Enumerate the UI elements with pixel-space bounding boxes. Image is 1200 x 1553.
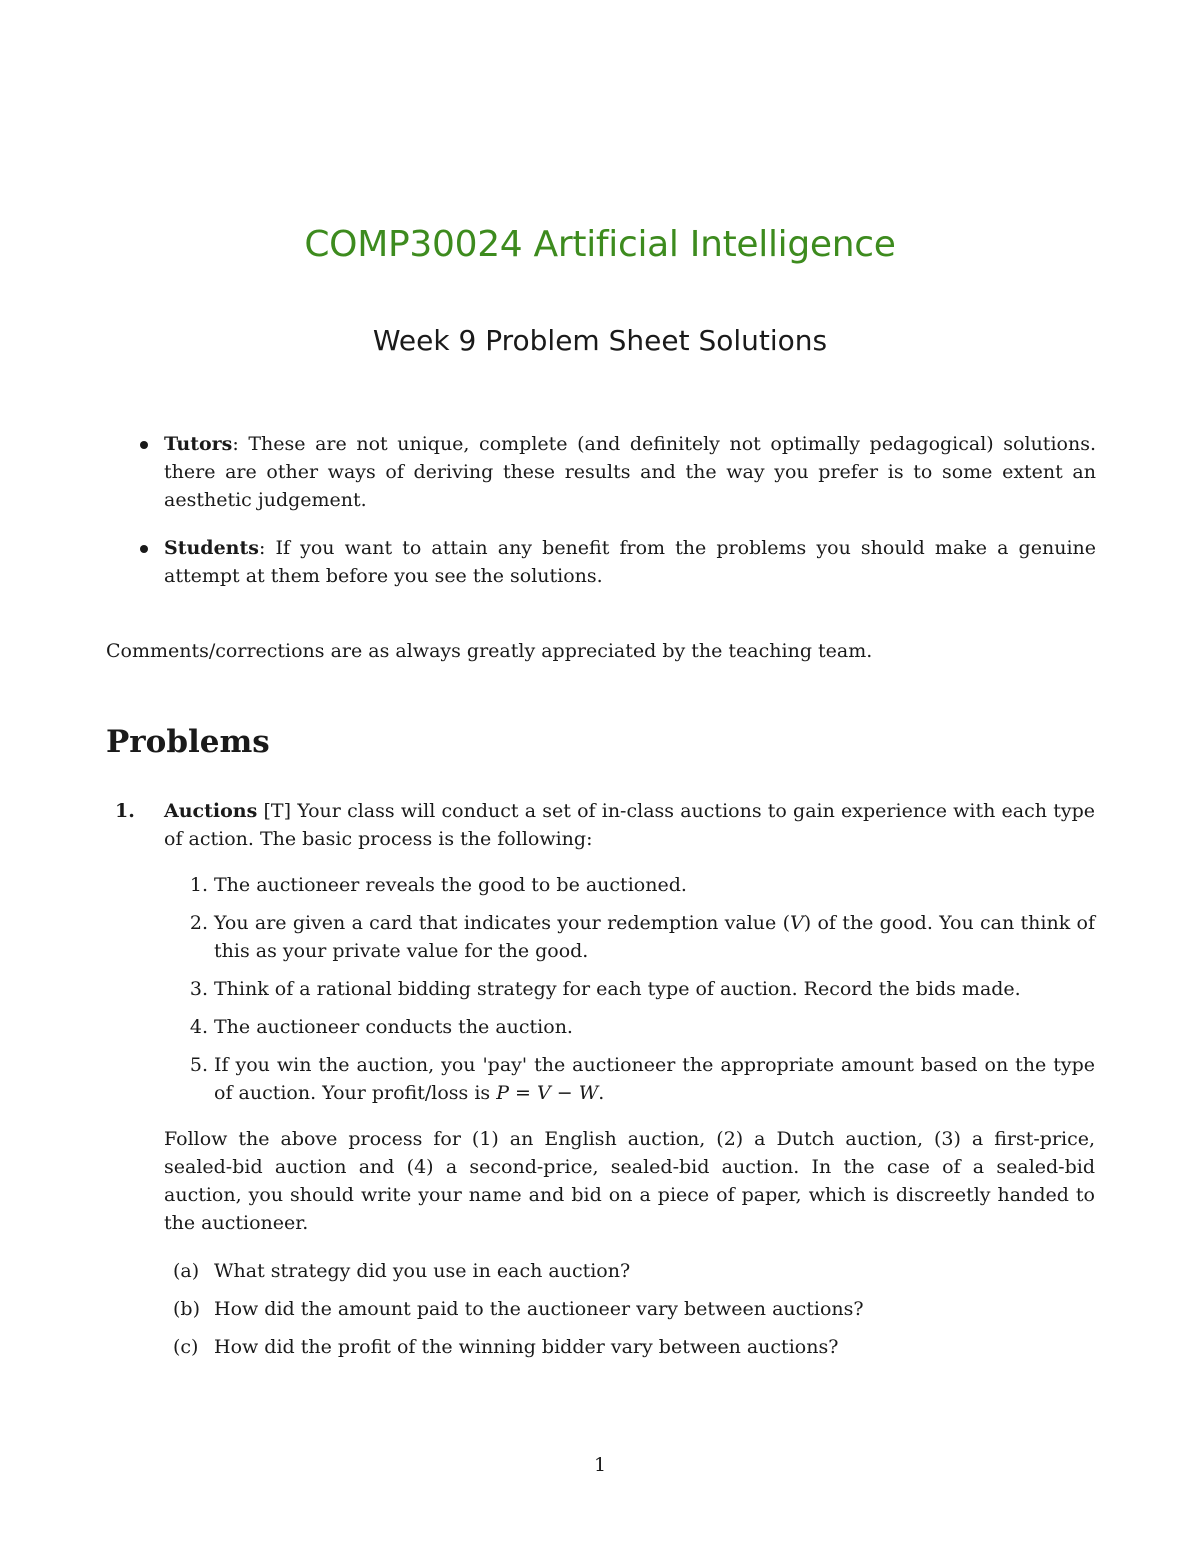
problem-statement [115, 797, 1095, 853]
step-item [189, 1013, 1095, 1041]
problem-1 [115, 797, 1095, 1371]
document-title: COMP30024 Artificial Intelligence [304, 224, 896, 265]
problem-intro: Your class will conduct a set of in-class auctions to gain experience with each type of action. The basic process is the following: [164, 800, 1095, 850]
page-number: 1 [593, 1454, 607, 1476]
note-label: Tutors [164, 433, 233, 455]
notes-list [138, 430, 1096, 610]
problem-tag: [T] [263, 800, 292, 822]
question-label: (a) [173, 1260, 200, 1282]
question-item [173, 1295, 1095, 1323]
document-subtitle: Week 9 Problem Sheet Solutions [372, 324, 828, 357]
bullet-icon [140, 545, 148, 553]
question-label: (c) [173, 1336, 199, 1358]
question-list [115, 1257, 1095, 1361]
question-item [173, 1333, 1095, 1361]
note-label: Students [164, 537, 259, 559]
follow-paragraph: Follow the above process for (1) an English auction, (2) a Dutch auction, (3) a first-price, sealed-bid auction and (4) a second-price, sealed-bid auction. In the case of a sealed-bid auction, you should write your name and bid on a piece of paper, which is discreetly handed to the auctioneer. [164, 1128, 1095, 1234]
step-text: The auctioneer conducts the auction. [214, 1016, 573, 1038]
question-item [173, 1257, 1095, 1285]
step-number: 3. [189, 978, 208, 1000]
question-label: (b) [173, 1298, 200, 1320]
step-text: Think of a rational bidding strategy for each type of auction. Record the bids made. [214, 978, 1021, 1000]
step-text: . [598, 1082, 605, 1104]
bullet-icon [140, 441, 148, 449]
step-text: ) of the good. You can think of this as your private value for the good. [214, 912, 1095, 962]
step-text: If you win the auction, you 'pay' the auctioneer the appropriate amount based on the type of auction. Your profit/loss is [214, 1054, 1095, 1104]
note-text: : If you want to attain any benefit from the problems you should make a genuine attempt at them before you see the solutions. [164, 537, 1096, 587]
section-heading: Problems [106, 724, 270, 760]
step-number: 4. [189, 1016, 208, 1038]
note-item-tutors [138, 430, 1096, 514]
question-text: How did the profit of the winning bidder vary between auctions? [214, 1336, 839, 1358]
note-item-students [138, 534, 1096, 590]
step-item [189, 871, 1095, 899]
step-number: 5. [189, 1054, 208, 1076]
problem-number: 1. [115, 800, 135, 822]
math-variable: V [790, 912, 804, 934]
question-text: What strategy did you use in each auction? [214, 1260, 631, 1282]
comments-paragraph: Comments/corrections are as always greatly appreciated by the teaching team. [106, 640, 873, 662]
note-text: : These are not unique, complete (and definitely not optimally pedagogical) solutions. there are other ways of deriving these results and the way you prefer is to some extent an aesthetic judgement. [164, 433, 1096, 511]
process-steps [115, 871, 1095, 1107]
math-equation: P = V − W [496, 1082, 599, 1104]
step-item [189, 1051, 1095, 1107]
step-text: The auctioneer reveals the good to be auctioned. [214, 874, 687, 896]
step-item [189, 975, 1095, 1003]
step-text: You are given a card that indicates your redemption value ( [214, 912, 790, 934]
problem-title: Auctions [164, 800, 258, 822]
step-item [189, 909, 1095, 965]
step-number: 1. [189, 874, 208, 896]
question-text: How did the amount paid to the auctioneer vary between auctions? [214, 1298, 864, 1320]
step-number: 2. [189, 912, 208, 934]
